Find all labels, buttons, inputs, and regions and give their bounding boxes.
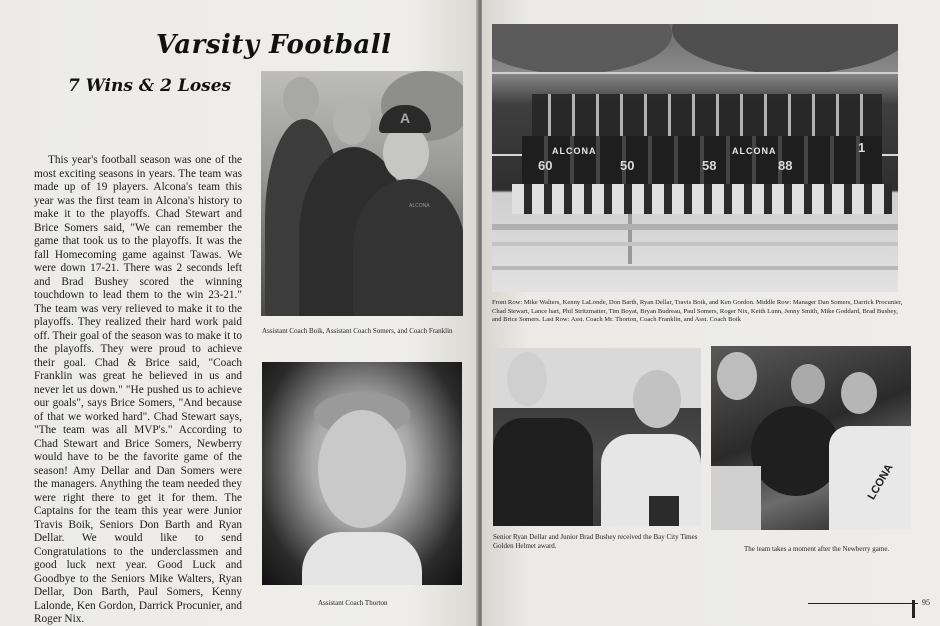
coaches-photo <box>261 71 463 316</box>
award-photo <box>493 348 701 526</box>
coach-body <box>353 179 463 316</box>
face-shape <box>318 410 406 528</box>
page-title: Varsity Football <box>156 30 392 60</box>
jersey-number: 1 <box>858 140 866 155</box>
jersey-text: LCONA <box>865 462 896 502</box>
jersey-number: 88 <box>778 158 793 173</box>
article-body: This year's football season was one of the most exciting seasons in years. The team was made up of 19 players. Alcona's team this year was the first team in Alcona's history to make it to the playoffs. Chad Stewart and Brice Somers said, "We can remember the game that took us to the playoffs. It was the fall Homecoming game against Tawas. We were down 17-21. There was 2 seconds left and Brad Bushey scored the winning touchdown to lead them to the win 23-21." The team was very relieved to make it to the playoffs. They realized their hard work paid off. Their goal of the season was to make it to the playoffs. They were proud to achieve their goal. Chad & Brice said, "Coach Franklin was great he believed in us and never let us down." "He pushed us to achieve our goals", says Brice Somers, "And because of that we worked hard". Chad Stewart says, "The team was all MVP's." According to Chad Stewart and Brice Somers, Newberry would have to be the favorite game of the season! Amy Dellar and Dan Somers were the managers. Anything the team needed they were right there to get it for them. The Captains for the team this year were Junior Travis Boik, Seniors Don Barth and Ryan Dellar. We would like to send Congratulations to the underclassmen and good luck next year. Good Luck and Goodbye to the Seniors Mike Walters, Ryan Dellar, Don Barth, Paul Somers, Kenny Lalonde, Ken Gordon, Darrick Procunier, and Roger Nix. <box>34 154 242 625</box>
jersey-text: ALCONA <box>552 146 597 156</box>
player-head <box>633 370 681 428</box>
shirt-shape <box>302 532 422 585</box>
page-number-mark <box>912 600 915 618</box>
fence-rail <box>492 72 898 74</box>
coaches-caption: Assistant Coach Boik, Assistant Coach Somers, and Coach Franklin <box>262 327 453 335</box>
coach-head <box>383 125 429 181</box>
sweater-shape <box>493 418 593 526</box>
shirt-logo: ALCONA <box>409 203 430 209</box>
award-caption: Senior Ryan Dellar and Junior Brad Bushey received the Bay City Times Golden Helmet award. <box>493 533 698 550</box>
page-number: 95 <box>922 598 930 607</box>
coach-head <box>283 77 319 121</box>
team-photo <box>492 24 898 292</box>
bleacher-step <box>492 224 898 230</box>
season-record: 7 Wins & 2 Loses <box>68 76 232 96</box>
jersey-number: 50 <box>620 158 635 173</box>
jersey-shape <box>711 466 761 530</box>
huddle-caption: The team takes a moment after the Newberry game. <box>744 545 890 553</box>
jersey-text: ALCONA <box>732 146 777 156</box>
jersey-number: 60 <box>538 158 553 173</box>
player-head <box>791 364 825 404</box>
huddle-photo <box>711 346 911 530</box>
jersey-number: 58 <box>702 158 717 173</box>
coach-thorton-photo <box>262 362 462 585</box>
coach-head <box>333 97 371 145</box>
helmet-shape <box>751 406 841 496</box>
helmet-row <box>512 184 892 214</box>
jersey-shape <box>829 426 911 530</box>
footer-rule <box>808 603 918 604</box>
helmet-award <box>649 496 679 526</box>
thorton-caption: Assistant Coach Thorton <box>318 599 388 607</box>
cap-logo: A <box>399 110 411 126</box>
bleacher-step <box>492 242 898 246</box>
player-head <box>717 352 757 400</box>
player-head <box>507 352 547 406</box>
player-head <box>841 372 877 414</box>
tree-shape <box>672 24 898 74</box>
team-caption: Front Row: Mike Walters, Kenny LaLonde, Don Barth, Ryan Dellar, Travis Boik, and Ken Gordon. Middle Row: Manager Dan Somers, Darrick Procunier, Chad Stewart, Lance hart, Phil Stritzmatter, Tim Boyat, Bryan Budreau, Paul Somers, Roger Nix, Keith Lunn, Jenny Smith, Mike Goddard, Brad Bushey, and Brice Somers. Last Row: Asst. Coach Mr. Thorton, Coach Franklin, and Asst. Coach Boik <box>492 299 903 324</box>
bleacher-step <box>492 266 898 270</box>
tree-shape <box>492 24 672 74</box>
